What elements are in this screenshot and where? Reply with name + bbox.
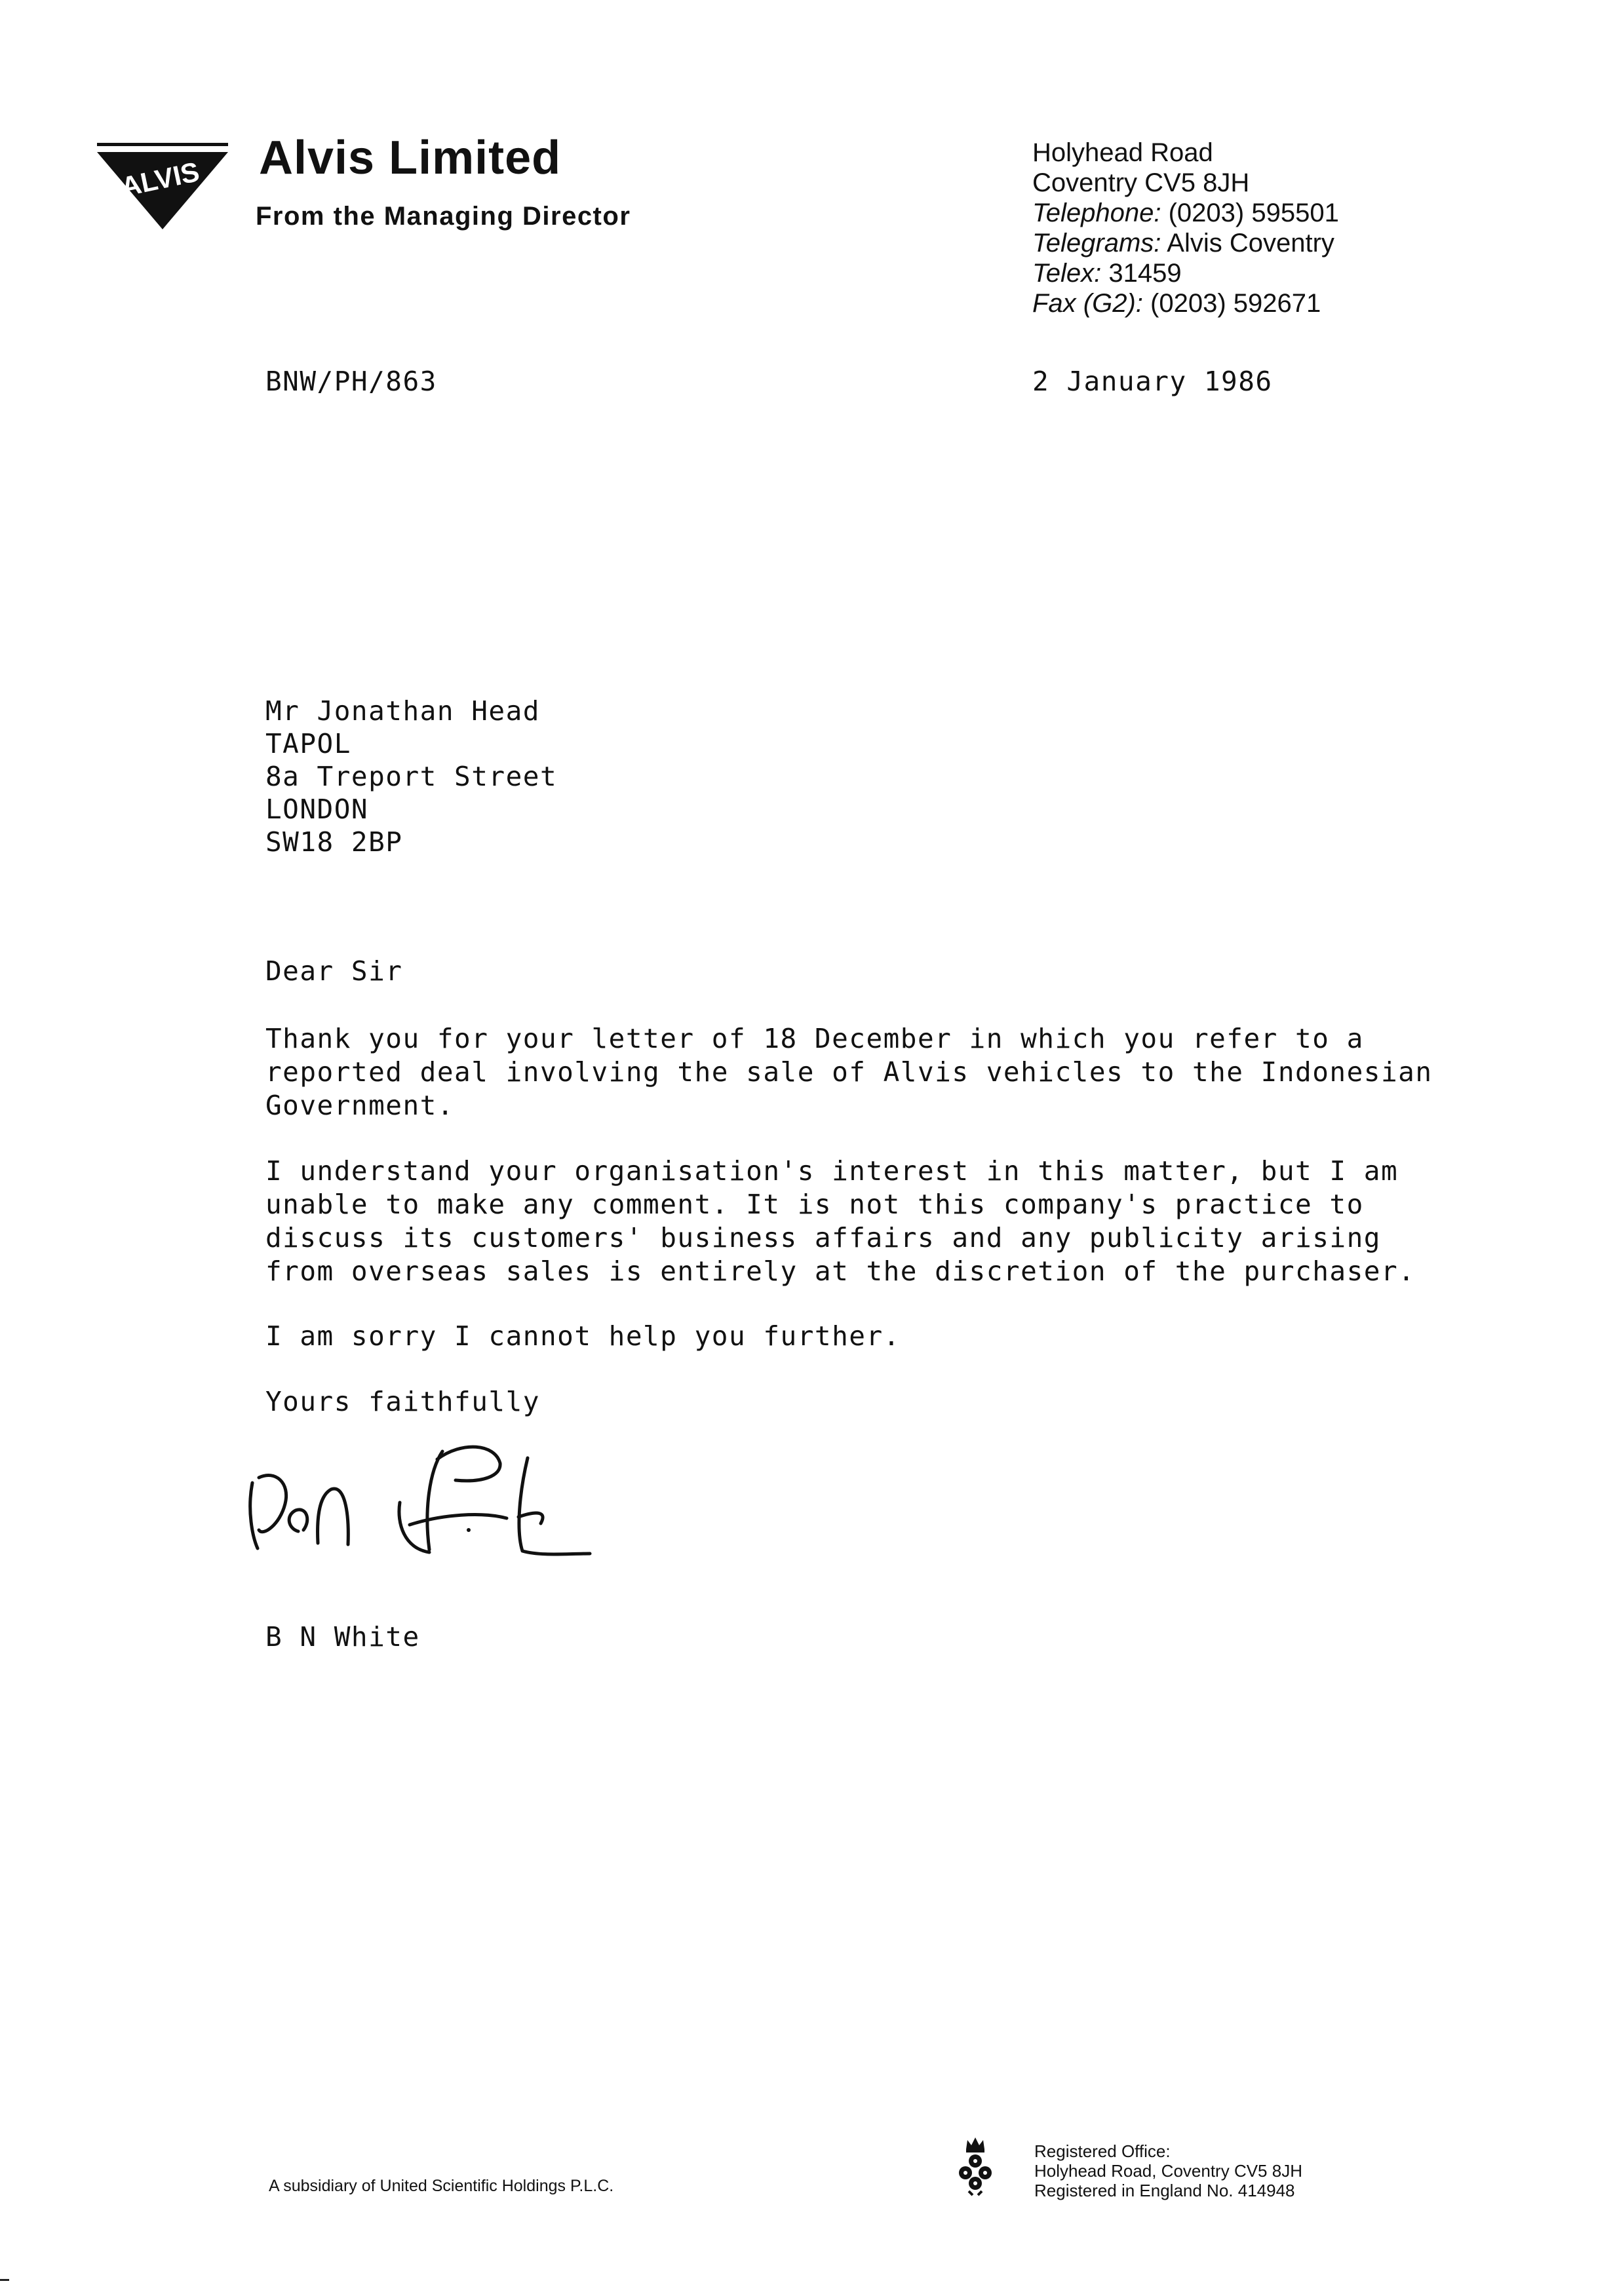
from-line: From the Managing Director	[256, 202, 631, 231]
recipient-organisation: TAPOL	[265, 728, 351, 759]
scan-edge-mark	[0, 2279, 9, 2281]
telex-line	[1032, 258, 1339, 288]
svg-text:ALVIS: ALVIS	[118, 155, 203, 202]
subsidiary-note: A subsidiary of United Scientific Holdings P.L.C.	[269, 2177, 614, 2195]
recipient-postcode: SW18 2BP	[265, 826, 403, 858]
fax-line	[1032, 288, 1339, 318]
salutation: Dear Sir	[265, 955, 403, 987]
paragraph-2	[265, 1155, 1415, 1288]
paragraph-line: reported deal involving the sale of Alvis vehicles to the Indonesian	[265, 1056, 1433, 1088]
registered-office-label: Registered Office:	[1034, 2141, 1171, 2161]
paragraph-line: unable to make any comment. It is not this company's practice to	[265, 1189, 1364, 1220]
telex-label: Telex:	[1032, 259, 1102, 288]
letter-date: 2 January 1986	[1032, 366, 1273, 397]
recipient-street: 8a Treport Street	[265, 761, 558, 792]
fax-value: (0203) 592671	[1150, 289, 1321, 318]
paragraph-line: I understand your organisation's interest in this matter, but I am	[265, 1155, 1399, 1187]
handwritten-signature	[233, 1432, 600, 1573]
registration-number: Registered in England No. 414948	[1034, 2181, 1295, 2200]
address-street: Holyhead Road	[1032, 138, 1213, 167]
alvis-logo	[92, 138, 231, 236]
telegrams-line	[1032, 228, 1339, 258]
company-name: Alvis Limited	[259, 132, 562, 184]
address-block	[1032, 138, 1339, 318]
telephone-label: Telephone:	[1032, 199, 1161, 227]
registered-office	[1034, 2141, 1302, 2200]
paragraph-3: I am sorry I cannot help you further.	[265, 1320, 901, 1352]
signatory-name: B N White	[265, 1621, 420, 1653]
reference-number: BNW/PH/863	[265, 366, 437, 397]
paragraph-line: from overseas sales is entirely at the discretion of the purchaser.	[265, 1255, 1416, 1287]
fax-label: Fax (G2):	[1032, 289, 1143, 318]
recipient-city: LONDON	[265, 794, 369, 825]
paragraph-line: discuss its customers' business affairs and any publicity arising	[265, 1222, 1381, 1253]
crown-emblem-icon	[956, 2135, 995, 2197]
paragraph-1	[265, 1022, 1433, 1122]
telephone-line	[1032, 198, 1339, 228]
recipient-name: Mr Jonathan Head	[265, 695, 540, 727]
paragraph-line: Thank you for your letter of 18 December in which you refer to a	[265, 1023, 1364, 1054]
telegrams-value: Alvis Coventry	[1167, 229, 1334, 258]
paragraph-line: Government.	[265, 1090, 455, 1121]
telex-value: 31459	[1108, 259, 1182, 288]
telephone-value: (0203) 595501	[1168, 199, 1339, 227]
closing: Yours faithfully	[265, 1386, 540, 1417]
telegrams-label: Telegrams:	[1032, 229, 1161, 258]
registered-office-address: Holyhead Road, Coventry CV5 8JH	[1034, 2161, 1302, 2181]
recipient-address	[265, 695, 557, 858]
address-city: Coventry CV5 8JH	[1032, 168, 1250, 197]
